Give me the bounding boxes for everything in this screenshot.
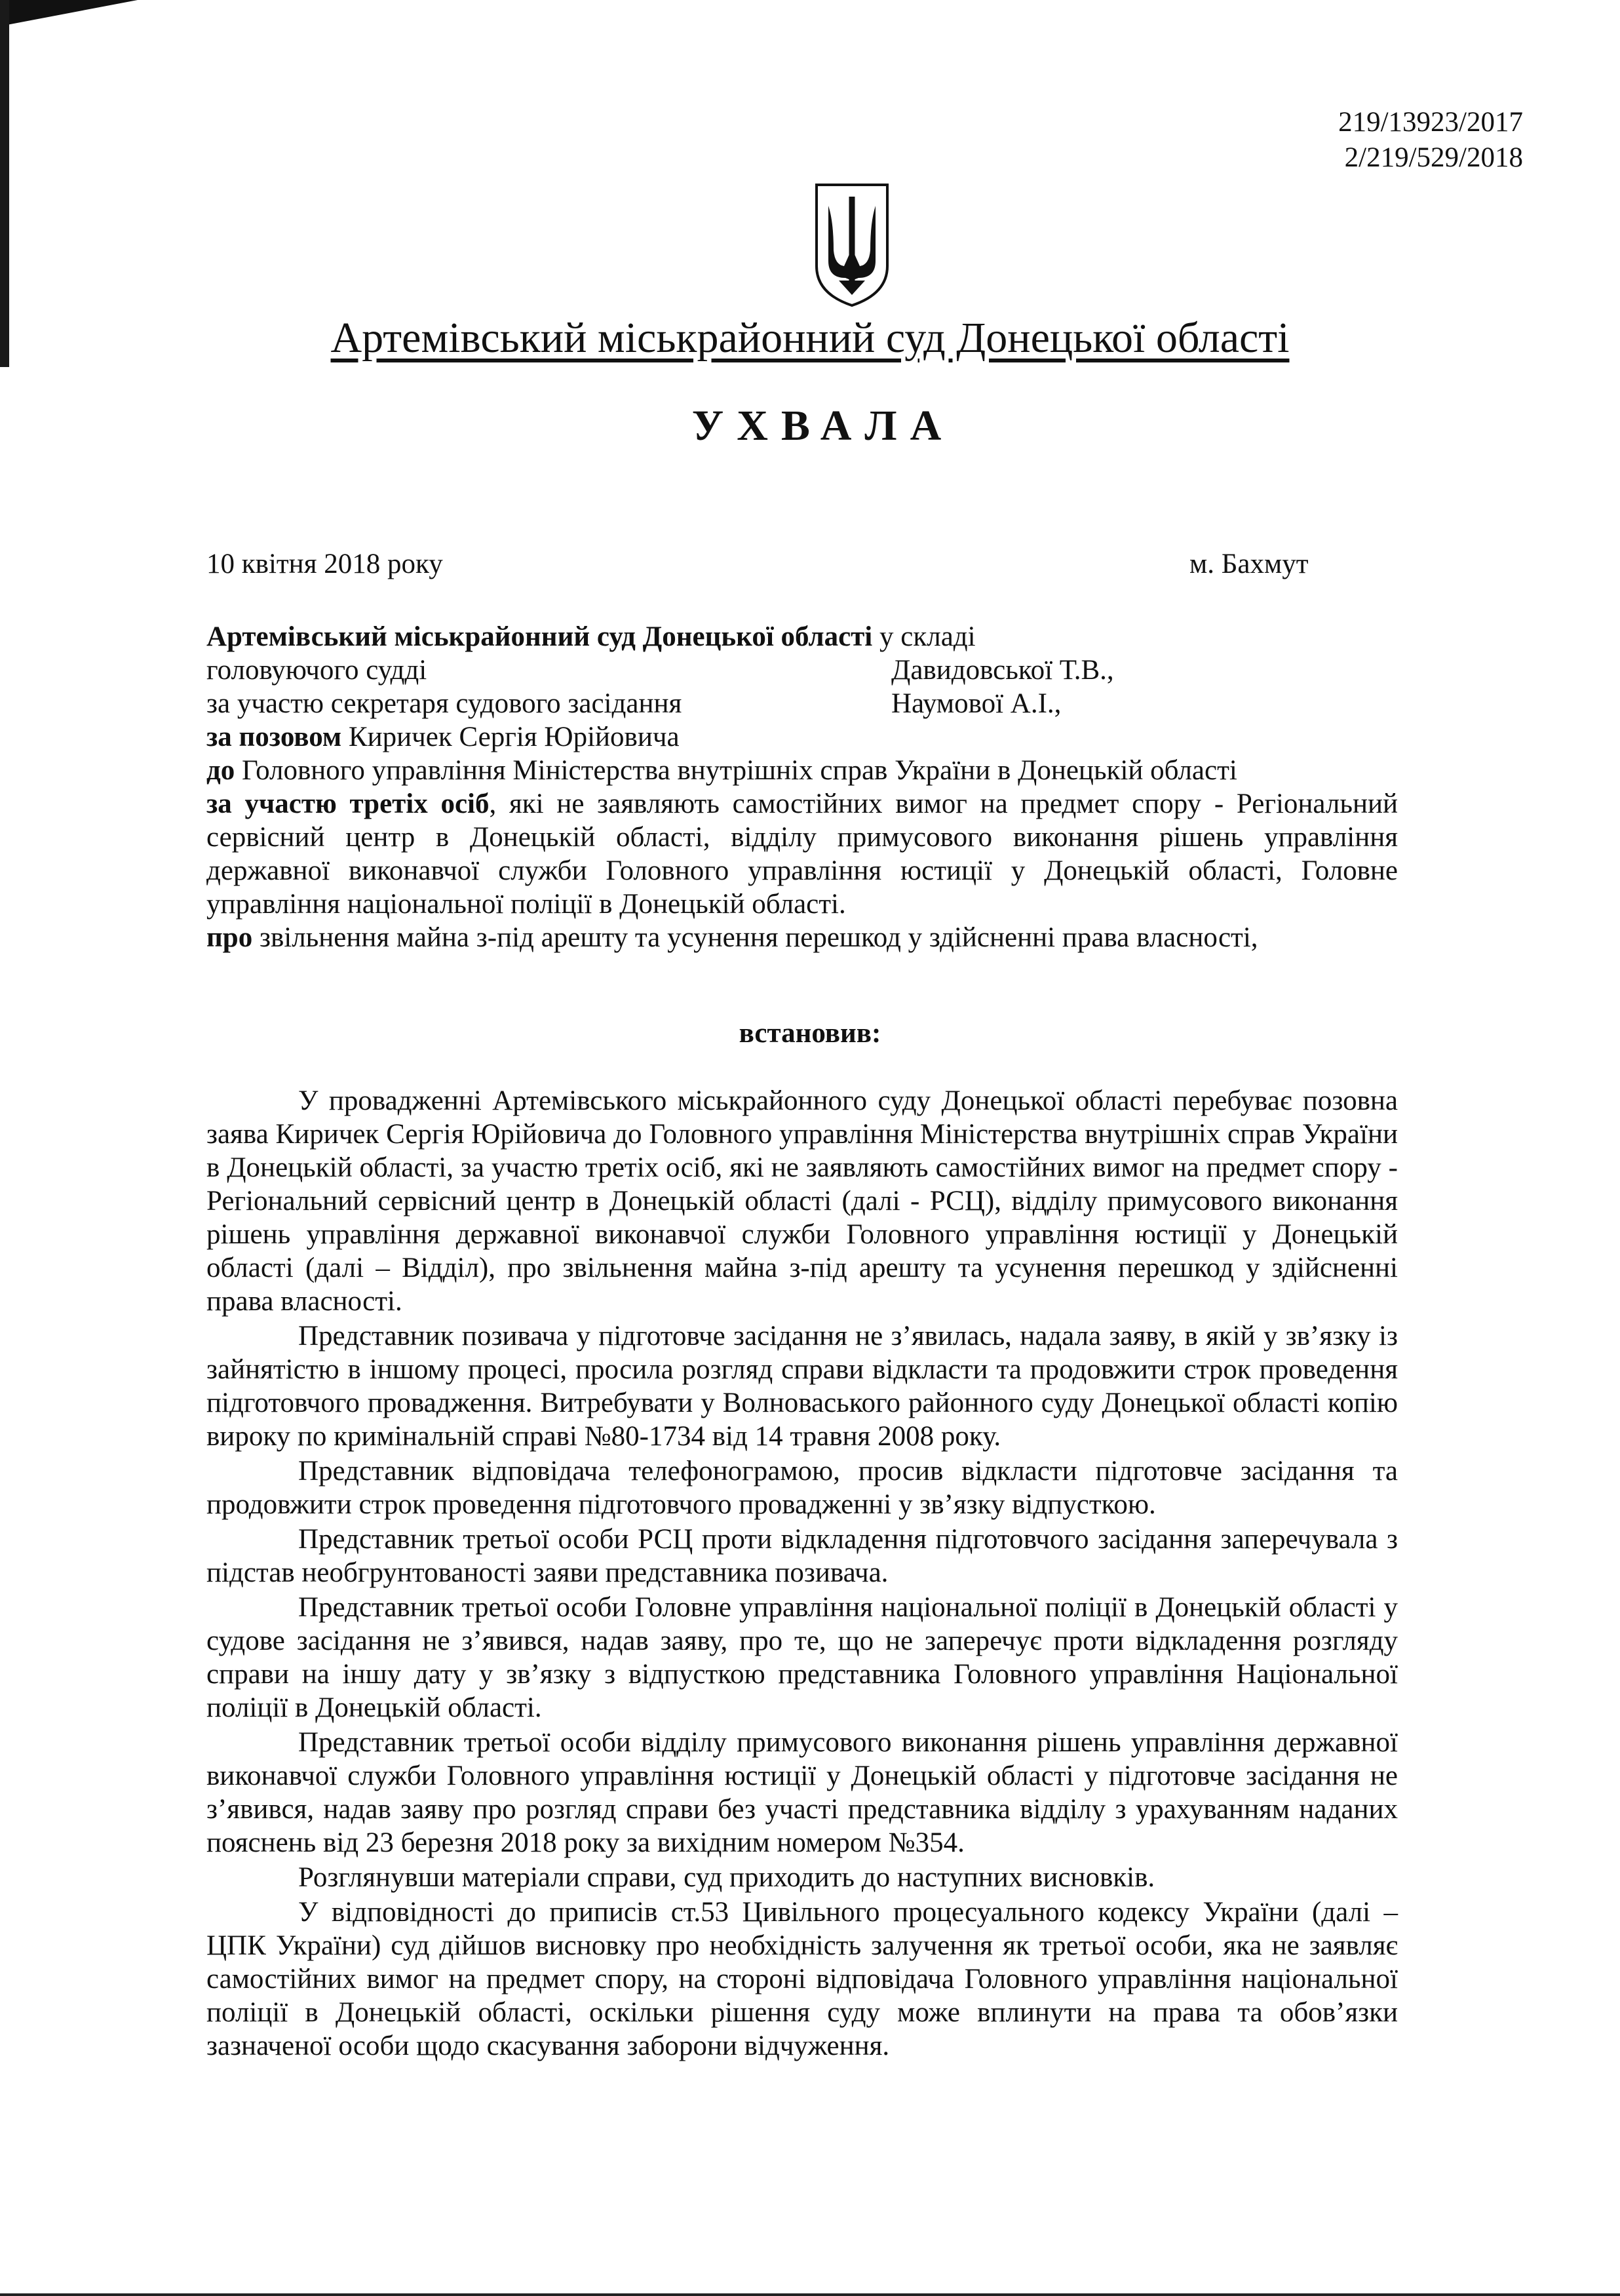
body-paragraph: Представник третьої особи Головне управління національної поліції в Донецькій області у судове засідання не з’явився, надав заяву, про те, що не заперечує проти відкладення розгляду справи на іншу дату у зв’язку з відпусткою представника Головного управління Національної поліції в Донецькій області.	[206, 1592, 1398, 1723]
secretary-name: Наумової А.І.,	[891, 688, 1062, 719]
body-paragraph: Представник відповідача телефонограмою, просив відкласти підготовче засідання та продовжити строк проведення підготовчого провадженні у зв’язку відпусткою.	[206, 1456, 1398, 1520]
body-paragraph: У провадженні Артемівського міськрайонного суду Донецької області перебуває позовна заява Киричек Сергія Юрійовича до Головного управління Міністерства внутрішніх справ України в Донецькій області, за участю третіх осіб, які не заявляють самостійних вимог на предмет спору - Регіональний сервісний центр в Донецькій області (далі - РСЦ), відділу примусового виконання рішень управління державної виконавчої служби Головного управління юстиції у Донецькій області (далі – Відділ), про звільнення майна з-під арешту та усунення перешкод у здійсненні права власності.	[206, 1085, 1398, 1317]
body-paragraph: Представник третьої особи РСЦ проти відкладення підготовчого засідання заперечувала з підстав необгрунтованості заяви представника позивача.	[206, 1524, 1398, 1588]
intro-block	[206, 620, 1398, 954]
scan-artifact-bottom	[0, 2293, 1620, 2296]
body-paragraph: Представник позивача у підготовче засідання не з’явилась, надала заяву, в якій у зв’язку із зайнятістю в іншому процесі, просила розгляд справи відкласти та продовжити строк проведення підготовчого провадження. Витребувати у Волноваського районного суду Донецької області копію вироку по кримінальній справі №80-1734 від 14 травня 2008 року.	[206, 1321, 1398, 1452]
trident-coat-of-arms-icon	[813, 182, 891, 308]
document-date: 10 квітня 2018 року	[206, 549, 443, 579]
body-paragraph: Представник третьої особи відділу примусового виконання рішень управління державної виконавчої служби Головного управління юстиції у Донецькій області у підготовче засідання не з’явився, надав заяву про розгляд справи без участі представника відділу з урахуванням наданих пояснень від 23 березня 2018 року за вихідним номером №354.	[206, 1727, 1398, 1858]
body-paragraph: Розглянувши матеріали справи, суд приходить до наступних висновків.	[298, 1862, 1155, 1893]
subject-line: про звільнення майна з-під арешту та усунення перешкод у здійсненні права власності,	[206, 922, 1258, 953]
body-text	[206, 1084, 1398, 2063]
body-paragraph: У відповідності до приписів ст.53 Цивільного процесуального кодексу України (далі – ЦПК України) суд дійшов висновку про необхідність залучення як третьої особи, яка не заявляє самостійних вимог на предмет спору, на стороні відповідача Головного управління національної поліції в Донецькій області, оскільки рішення суду може вплинути на права та обов’язки зазначеної особи щодо скасування заборони відчуження.	[206, 1897, 1398, 2061]
defendant-line: до Головного управління Міністерства внутрішніх справ України в Донецькій області	[206, 755, 1237, 786]
secretary-line	[206, 687, 1398, 720]
judge-line	[206, 653, 1398, 687]
case-number-1: 219/13923/2017	[1338, 107, 1523, 138]
document-type: УХВАЛА	[691, 402, 955, 450]
document-city: м. Бахмут	[1189, 549, 1309, 579]
established-heading: встановив:	[739, 1018, 881, 1049]
judge-label: головуючого судді	[206, 655, 427, 686]
court-title: Артемівський міськрайонний суд Донецької області	[330, 314, 1290, 362]
scan-artifact-corner	[0, 0, 138, 26]
scan-artifact-edge	[0, 0, 9, 367]
third-parties-paragraph: за участю третіх осіб, які не заявляють самостійних вимог на предмет спору - Регіональний сервісний центр в Донецькій області, відділу примусового виконання рішень управління державної виконавчої служби Головного управління юстиції у Донецькій області, Головне управління національної поліції в Донецькій області.	[206, 788, 1398, 920]
case-numbers	[1338, 105, 1523, 176]
court-composition-line: Артемівський міськрайонний суд Донецької області у складі	[206, 621, 976, 652]
secretary-label: за участю секретаря судового засідання	[206, 688, 682, 719]
case-number-2: 2/219/529/2018	[1344, 142, 1523, 173]
claimant-line: за позовом Киричек Сергія Юрійовича	[206, 722, 680, 752]
judge-name: Давидовської Т.В.,	[891, 655, 1114, 686]
